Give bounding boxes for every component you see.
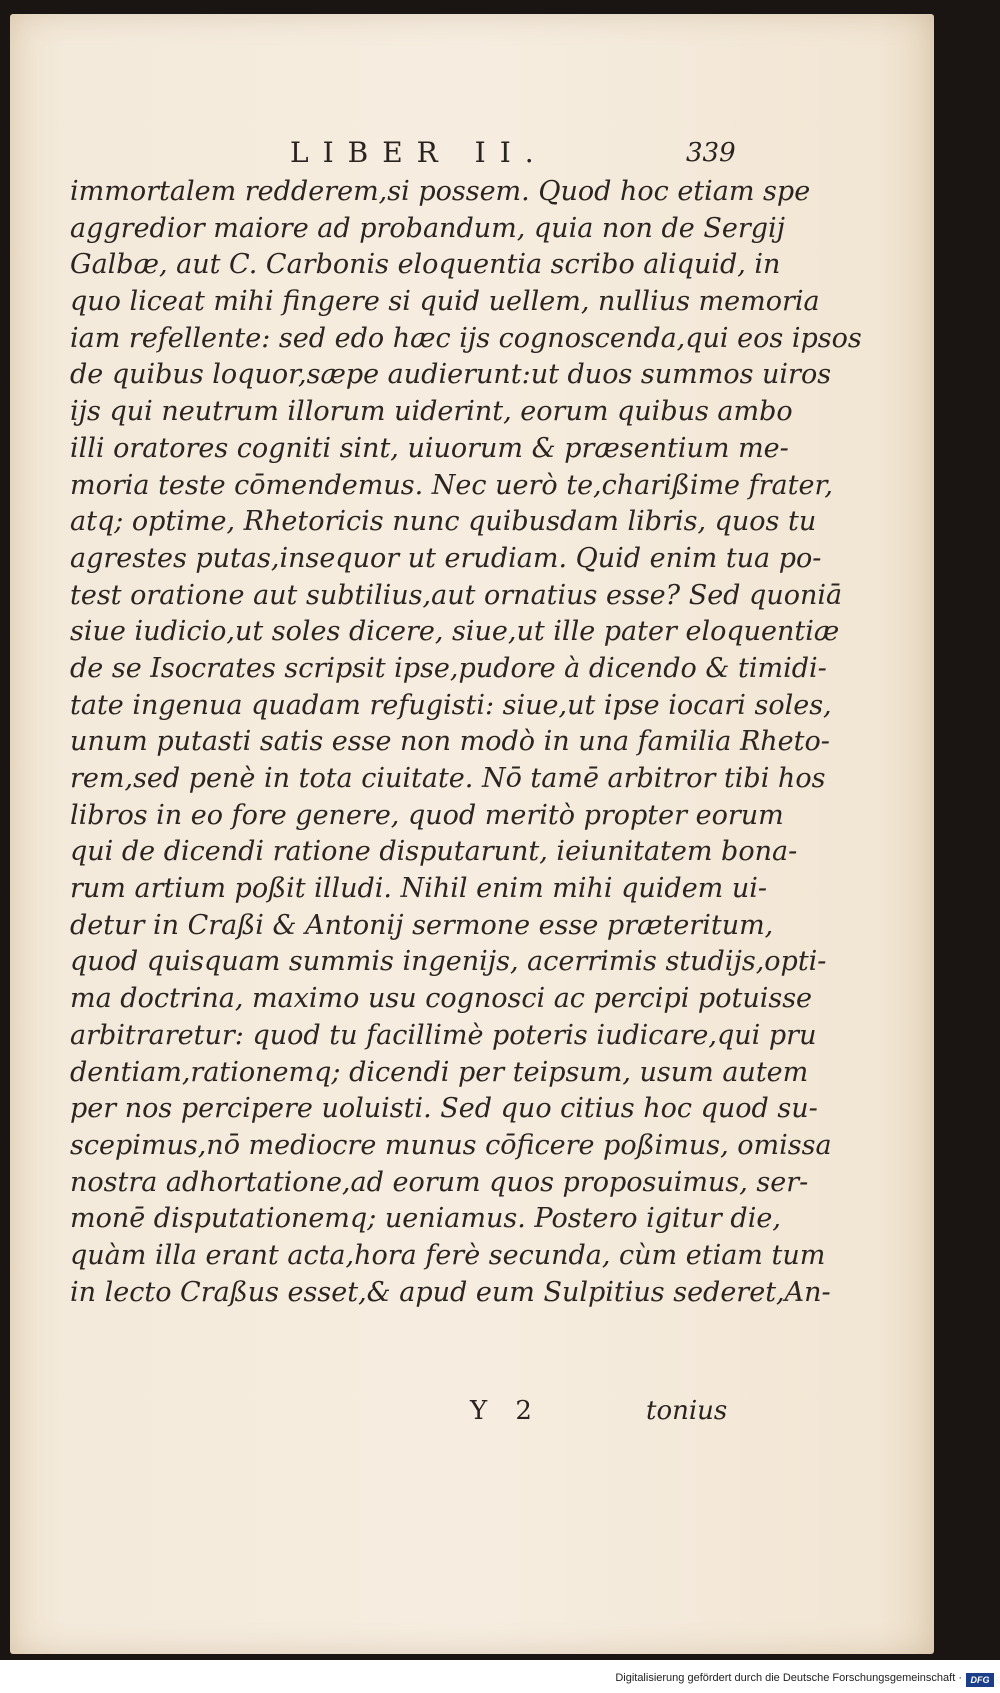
text-line: libros in eo fore genere, quod meritò propter eorum	[70, 799, 784, 831]
text-line: rum artium poßit illudi. Nihil enim mihi quidem ui-	[70, 873, 768, 905]
funding-credit: Digitalisierung gefördert durch die Deutsche Forschungsgemeinschaft ·	[615, 1672, 962, 1684]
page-number: 339	[686, 138, 736, 168]
text-line: test oratione aut subtilius,aut ornatius esse? Sed quoniā	[70, 579, 843, 611]
dfg-logo-icon: DFG	[966, 1673, 994, 1687]
text-line: siue iudicio,ut soles dicere, siue,ut ille pater eloquentiæ	[70, 616, 840, 648]
text-line: atq; optime, Rhetoricis nunc quibusdam libris, quos tu	[70, 506, 817, 538]
text-line: qui de dicendi ratione disputarunt, ieiunitatem bona-	[70, 836, 798, 868]
text-line: dentiam,rationemq; dicendi per teipsum, usum autem	[70, 1056, 809, 1088]
text-line: moria teste cōmendemus. Nec uerò te,charißime frater,	[70, 469, 833, 501]
text-line: in lecto Craßus esset,& apud eum Sulpitius sederet,An-	[70, 1276, 831, 1308]
text-line: detur in Craßi & Antonij sermone esse præteritum,	[70, 909, 774, 941]
text-line: iam refellente: sed edo hæc ijs cognoscenda,qui eos ipsos	[70, 322, 862, 354]
text-line: quo liceat mihi fingere si quid uellem, nullius memoria	[70, 286, 820, 318]
text-line: nostra adhortatione,ad eorum quos proposuimus, ser-	[70, 1166, 809, 1198]
text-line: ijs qui neutrum illorum uiderint, eorum quibus ambo	[70, 396, 793, 428]
catchword: tonius	[646, 1396, 728, 1426]
text-line: monē disputationemq; ueniamus. Postero igitur die,	[70, 1203, 781, 1235]
text-line: quod quisquam summis ingenijs, acerrimis studijs,opti-	[70, 946, 827, 978]
text-line: aggredior maiore ad probandum, quia non de Sergij	[70, 212, 786, 244]
page-header	[10, 136, 934, 176]
text-line: scepimus,nō mediocre munus cōficere poßimus, omissa	[70, 1129, 832, 1161]
text-line: tate ingenua quadam refugisti: siue,ut ipse iocari soles,	[70, 689, 832, 721]
text-line: rem,sed penè in tota ciuitate. Nō tamē arbitror tibi hos	[70, 763, 826, 794]
body-text	[70, 174, 862, 1311]
credit-bar	[0, 1670, 1000, 1693]
text-line: unum putasti satis esse non modò in una familia Rheto-	[70, 726, 830, 758]
book-page	[10, 14, 934, 1654]
running-head: LIBER II.	[290, 136, 548, 169]
text-line: de quibus loquor,sæpe audierunt:ut duos summos uiros	[70, 359, 832, 391]
text-line: arbitraretur: quod tu facillimè poteris iudicare,qui pru	[70, 1019, 817, 1051]
text-line: immortalem redderem,si possem. Quod hoc etiam spe	[70, 176, 811, 207]
text-line: per nos percipere uoluisti. Sed quo citius hoc quod su-	[70, 1093, 818, 1125]
page-footer	[10, 1396, 934, 1436]
text-line: quàm illa erant acta,hora ferè secunda, cùm etiam tum	[70, 1239, 826, 1271]
text-line: ma doctrina, maximo usu cognosci ac percipi potuisse	[70, 983, 813, 1015]
text-line: agrestes putas,insequor ut erudiam. Quid enim tua po-	[70, 542, 822, 574]
text-line: Galbæ, aut C. Carbonis eloquentia scribo aliquid, in	[70, 249, 781, 281]
signature-mark: Y 2	[470, 1396, 542, 1426]
text-line: de se Isocrates scripsit ipse,pudore à dicendo & timidi-	[70, 652, 827, 684]
text-line: illi oratores cogniti sint, uiuorum & præsentium me-	[70, 432, 789, 464]
